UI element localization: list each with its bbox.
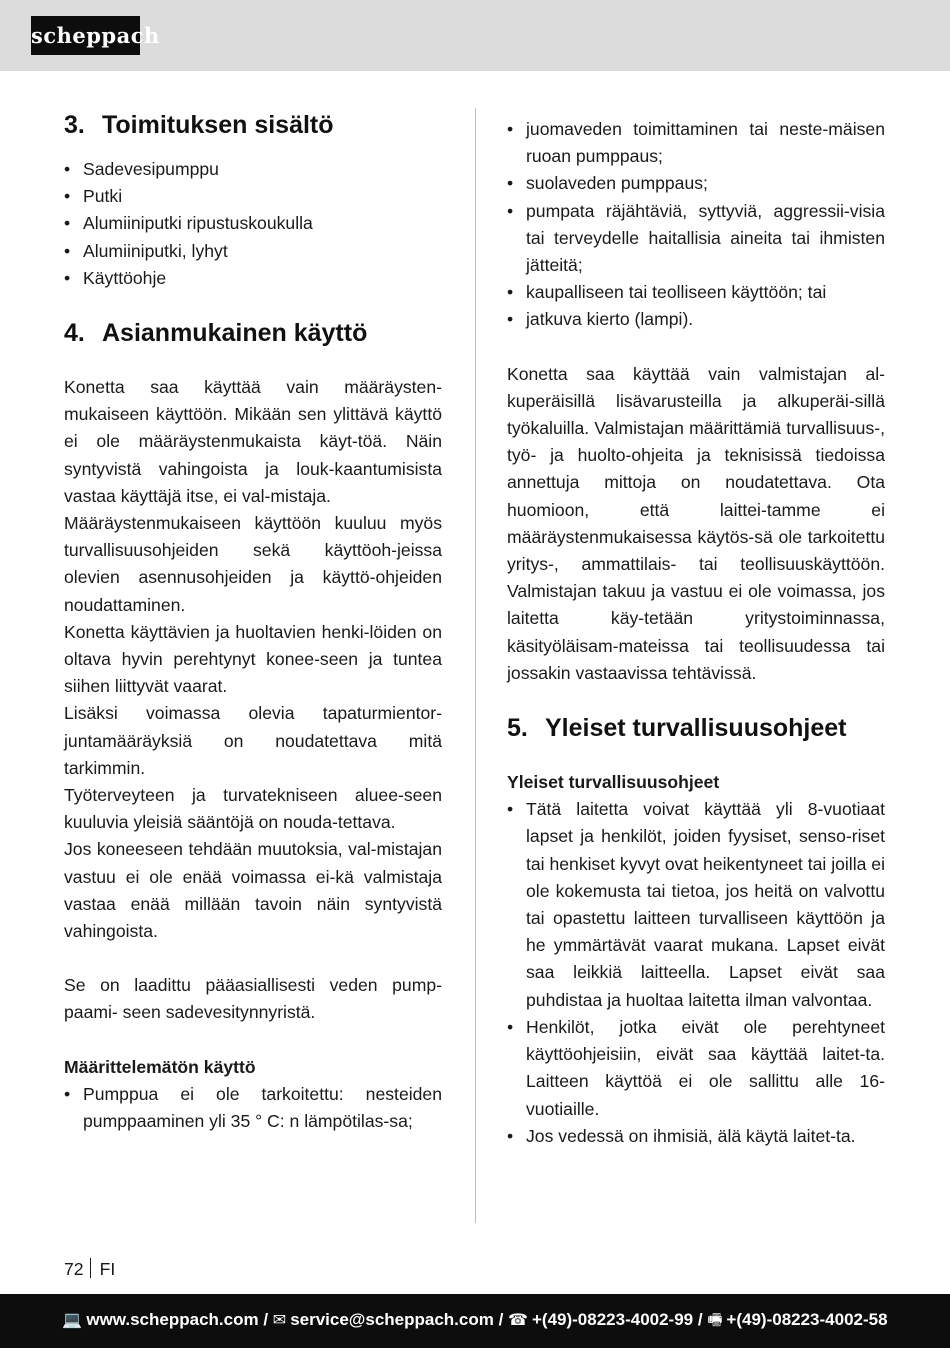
mail-icon: ✉ (272, 1312, 287, 1329)
page-number: 72 (64, 1259, 84, 1279)
list-item: • suolaveden pumppaus; (507, 170, 885, 197)
section-4-title: Asianmukainen käyttö (102, 319, 368, 348)
section-5-heading (507, 711, 885, 745)
list-item: • Pumppua ei ole tarkoitettu: nesteiden pumppaaminen yli 35 ° C: n lämpötilas-sa; (64, 1081, 442, 1135)
list-item: • Tätä laitetta voivat käyttää yli 8-vuotiaat lapset ja henkilöt, joiden fyysiset, senso-riset tai henkiset kyvyt ovat heikentyneet tai joilla ei ole kokemusta tai tietoa, jos heitä on valvottu tai opastettu laitteen turvalliseen käyttöön ja he ymmärtävät vaarat mukana. Lapset eivät saa leikkiä laitteella. Lapset eivät saa puhdistaa ja huoltaa laitetta ilman valvontaa. (507, 796, 885, 1014)
list-item: • Henkilöt, jotka eivät ole perehtyneet käyttöohjeisiin, eivät saa käyttää laitet-ta. Laitteen käyttöä ei ole sallittu alle 16-vuotiaille. (507, 1014, 885, 1123)
list-item: • pumpata räjähtäviä, syttyviä, aggressii-visia tai terveydelle haitallisia aineita tai ihmisten jätteitä; (507, 198, 885, 280)
section-5-title: Yleiset turvallisuusohjeet (545, 714, 847, 743)
list-item: • kaupalliseen tai teolliseen käyttöön; tai (507, 279, 885, 306)
footer-bar (0, 1294, 950, 1348)
column-divider (475, 108, 476, 1223)
section-3-title: Toimituksen sisältö (102, 111, 334, 139)
safety-list (507, 796, 885, 1150)
subheading-general-safety: Yleiset turvallisuusohjeet (507, 772, 720, 793)
phone-icon: ☎ (508, 1312, 528, 1329)
delivery-contents-list (64, 156, 442, 292)
footer-fax: +(49)-08223-4002-58 (726, 1310, 888, 1329)
improper-use-list-continued (507, 116, 885, 334)
paragraph: Konetta käyttävien ja huoltavien henki-löiden on oltava hyvin perehtynyt konee-seen ja tuntea siihen liittyvät vaarat. (64, 621, 442, 697)
list-item: • jatkuva kierto (lampi). (507, 306, 885, 333)
page-separator (90, 1258, 91, 1278)
paragraph: Jos koneeseen tehdään muutoksia, val-mistajan vastuu ei ole enää voimassa ei-kä valmistaja vastaa enää millään tavoin näin syntyvistä vahingoista. (64, 839, 442, 942)
header-bar (0, 0, 950, 71)
language-code: FI (99, 1259, 116, 1279)
section-4-heading (64, 316, 442, 350)
computer-icon: 💻 (62, 1312, 83, 1329)
paragraph: Määräystenmukaiseen käyttöön kuuluu myös turvallisuusohjeiden sekä käyttöoh-jeissa olevien asennusohjeiden ja käyttö-ohjeiden noudattaminen. (64, 513, 442, 615)
list-item: • juomaveden toimittaminen tai neste-mäisen ruoan pumppaus; (507, 116, 885, 170)
paragraph: Lisäksi voimassa olevia tapaturmientor-juntamääräyksiä on noudatettava mitä tarkimmin. (64, 703, 442, 778)
list-item: • Jos vedessä on ihmisiä, älä käytä laitet-ta. (507, 1123, 885, 1150)
right-column (507, 116, 885, 1150)
paragraph: Konetta saa käyttää vain määräysten-mukaiseen käyttöön. Mikään sen ylittävä käyttö ei ole määräystenmukaista käyt-töä. Näin syntyvistä vahingoista ja louk-kaantumisista vastaa käyttäjä itse, ei val-mistaja. (64, 377, 442, 506)
section-4-number: 4. (64, 319, 85, 348)
fax-icon: 🖷 (707, 1312, 723, 1329)
list-item: • Alumiiniputki ripustuskoukulla (64, 210, 442, 237)
footer-email[interactable]: service@scheppach.com / (290, 1310, 504, 1329)
section-3-number: 3. (64, 111, 85, 139)
list-item: • Alumiiniputki, lyhyt (64, 238, 442, 265)
left-column (64, 108, 442, 1135)
subheading-improper-use: Määrittelemätön käyttö (64, 1056, 256, 1077)
footer-website[interactable]: www.scheppach.com / (86, 1310, 269, 1329)
brand-logo: scheppach (31, 16, 140, 55)
paragraph: Konetta saa käyttää vain valmistajan al-kuperäisillä lisävarusteilla ja alkuperäi-sillä työkaluilla. Valmistajan määrittämiä turvallisuus-, työ- ja huolto-ohjeita ja teknisissä tiedoissa annettuja mittoja on noudatettava. Ota huomioon, että laittei-tamme ei määräystenmukaisessa käytös-sä ole tarkoitettu yritys-, ammattilais- tai teollisuuskäyttöön. Valmistajan takuu ja vastuu ei ole voimassa, jos laitetta käy-tetään yritystoiminnassa, käsityöläisam-mateissa tai teollisuudessa tai jossakin vastaavissa tehtävissä. (507, 363, 885, 683)
list-item: • Putki (64, 183, 442, 210)
improper-use-list (64, 1081, 442, 1135)
section-5-number: 5. (507, 714, 528, 743)
section-3-heading (64, 108, 442, 142)
list-item: • Sadevesipumppu (64, 156, 442, 183)
paragraph: Se on laadittu pääasiallisesti veden pump-paami- seen sadevesitynnyristä. (64, 975, 442, 1023)
page-number-area (64, 1257, 115, 1281)
paragraph: Työterveyteen ja turvatekniseen aluee-seen kuuluvia yleisiä sääntöjä on nouda-tettava. (64, 785, 442, 833)
list-item: • Käyttöohje (64, 265, 442, 292)
footer-phone: +(49)-08223-4002-99 / (531, 1310, 703, 1329)
